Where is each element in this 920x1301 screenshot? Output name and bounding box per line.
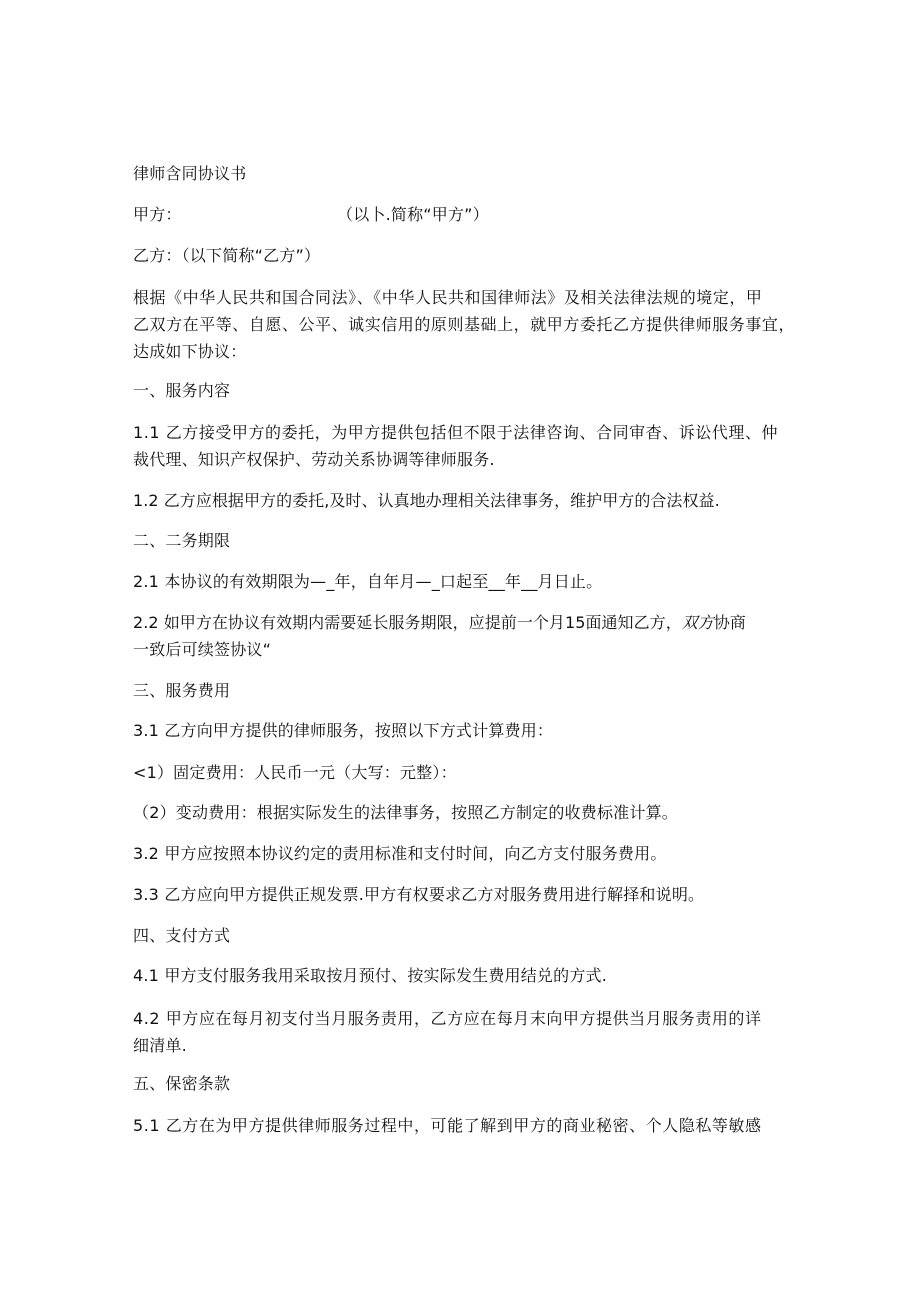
clause-2-2-line-2: 一致后可续签协议“ bbox=[133, 640, 272, 659]
clause-2-2-text-italic: 双方 bbox=[681, 613, 714, 632]
intro-line-1: 根据《中华人民共和国合同法》、《中华人民共和国律师法》及相关法律法规的境定，甲 bbox=[133, 288, 763, 307]
fee-item-1: <1）固定费用：人民币一元（大写：元整）： bbox=[133, 763, 457, 782]
party-b-line: 乙方：（以下简称“乙方”） bbox=[133, 246, 321, 265]
clause-1-1-line-2: 裁代理、知识产权保护、劳动关系协调等律师服务. bbox=[133, 450, 495, 469]
clause-3-1: 3.1 乙方向甲方提供的律师服务，按照以下方式计算费用： bbox=[133, 721, 554, 740]
section-4-heading: 四、支付方式 bbox=[133, 926, 231, 945]
fee-item-2: （2）变动费用：根据实际发生的法律事务，按照乙方制定的收费标准计算。 bbox=[133, 803, 678, 822]
clause-4-2-line-1: 4.2 甲方应在每月初支付当月服务责用，乙方应在每月末向甲方提供当月服务责用的详 bbox=[133, 1009, 762, 1028]
clause-3-2: 3.2 甲方应按照本协议约定的责用标准和支付时间，向乙方支付服务费用。 bbox=[133, 844, 667, 863]
clause-2-2-line-1 bbox=[133, 614, 813, 632]
clause-2-2-text-3: 协商 bbox=[713, 613, 746, 632]
clause-4-1: 4.1 甲方支付服务我用采取按月预付、按实际发生费用结兑的方式. bbox=[133, 966, 608, 985]
clause-1-2: 1.2 乙方应根据甲方的委托,及时、认真地办理相关法律事务，维护甲方的合法权益. bbox=[133, 491, 720, 510]
section-2-heading: 二、二务期限 bbox=[133, 531, 231, 550]
clause-5-1: 5.1 乙方在为甲方提供律师服务过程中，可能了解到甲方的商业秘密、个人隐私等敏感 bbox=[133, 1116, 762, 1135]
intro-line-2: 乙双方在平等、自愿、公平、诚实信用的原则基础上，就甲方委托乙方提供律师服务事宜， bbox=[133, 315, 796, 334]
document-title: 律师含同协议书 bbox=[133, 164, 247, 183]
clause-4-2-line-2: 细清单. bbox=[133, 1036, 187, 1055]
intro-line-3: 达成如下协议： bbox=[133, 342, 247, 361]
clause-2-2-text-1: 2.2 如甲方在协议有效期内需要延长服务期限，应提前一个月15面通知乙方， bbox=[133, 613, 682, 632]
party-a-alias: （以卜.简称“甲方”） bbox=[337, 205, 489, 224]
party-a-label: 甲方： bbox=[133, 205, 182, 224]
clause-3-3: 3.3 乙方应向甲方提供正规发票.甲方有权要求乙方对服务费用进行解择和说明。 bbox=[133, 885, 705, 904]
section-1-heading: 一、服务内容 bbox=[133, 381, 231, 400]
clause-2-1: 2.1 本协议的有效期限为—_年，自年月—_口起至__年__月日止。 bbox=[133, 572, 603, 591]
section-5-heading: 五、保密条款 bbox=[133, 1074, 231, 1093]
section-3-heading: 三、服务费用 bbox=[133, 681, 231, 700]
clause-1-1-line-1: 1.1 乙方接受甲方的委托，为甲方提供包括但不限于法律咨询、合同审杳、诉讼代理、仲 bbox=[133, 423, 779, 442]
